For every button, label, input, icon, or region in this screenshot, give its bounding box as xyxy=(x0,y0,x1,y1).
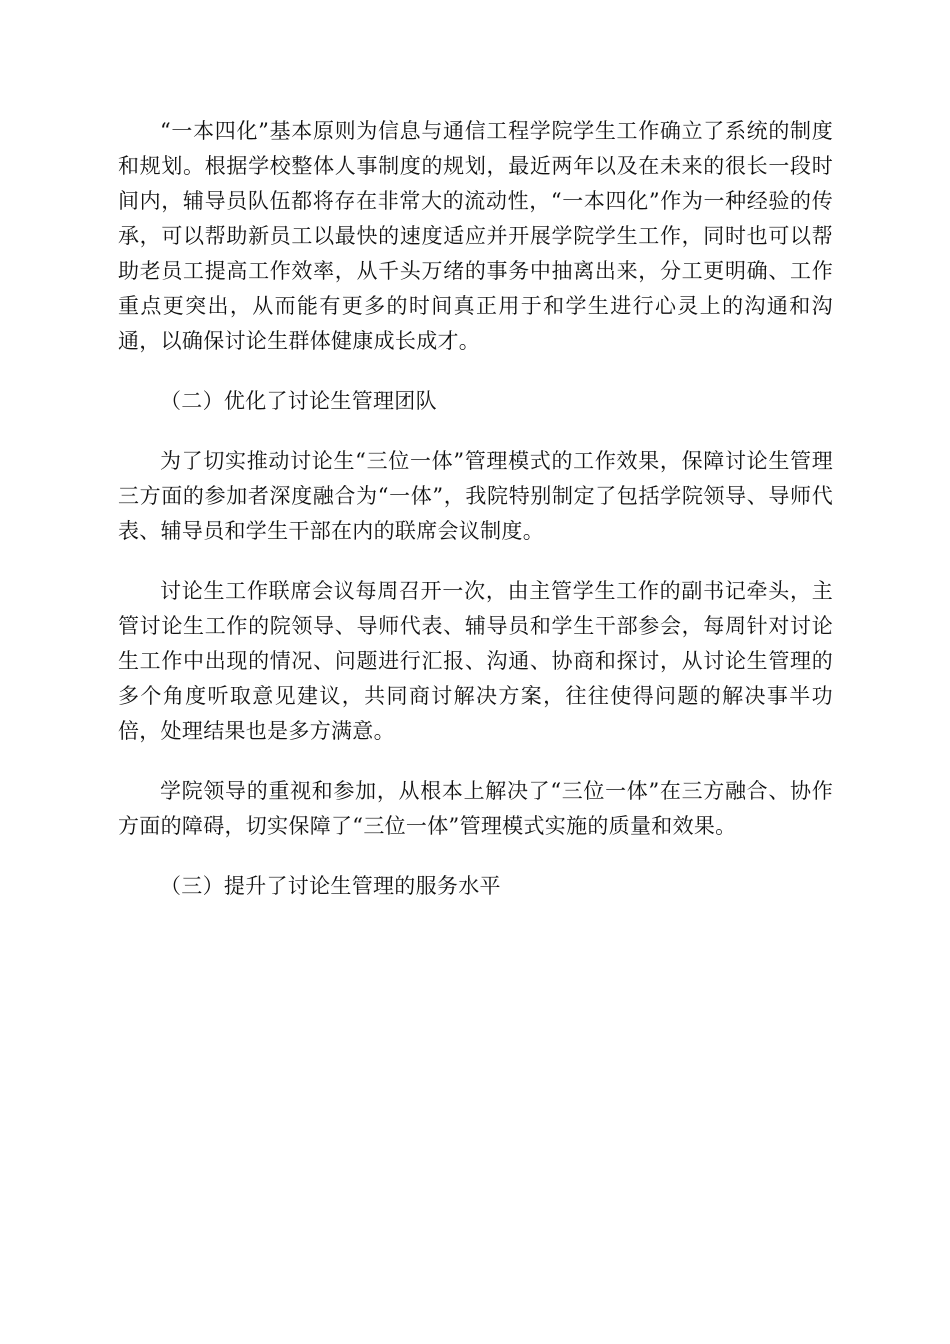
paragraph-one-ben-si-hua: “一本四化”基本原则为信息与通信工程学院学生工作确立了系统的制度和规划。根据学校整体人事制度的规划，最近两年以及在未来的很长一段时间内，辅导员队伍都将存在非常大的流动性，“一本四化”作为一种经验的传承，可以帮助新员工以最快的速度适应并开展学院学生工作，同时也可以帮助老员工提高工作效率，从千头万绪的事务中抽离出来，分工更明确、工作重点更突出，从而能有更多的时间真正用于和学生进行心灵上的沟通和沟通，以确保讨论生群体健康成长成才。 xyxy=(118,119,833,353)
section-heading-3: （三）提升了讨论生管理的服务水平 xyxy=(160,874,501,898)
paragraph-three-in-one: 为了切实推动讨论生“三位一体”管理模式的工作效果，保障讨论生管理三方面的参加者深度融合为“一体”，我院特别制定了包括学院领导、导师代表、辅导员和学生干部在内的联席会议制度。 xyxy=(118,449,833,543)
paragraph-leadership: 学院领导的重视和参加，从根本上解决了“三位一体”在三方融合、协作方面的障碍，切实保障了“三位一体”管理模式实施的质量和效果。 xyxy=(118,779,833,838)
paragraph-joint-meeting: 讨论生工作联席会议每周召开一次，由主管学生工作的副书记牵头，主管讨论生工作的院领导、导师代表、辅导员和学生干部参会，每周针对讨论生工作中出现的情况、问题进行汇报、沟通、协商和探讨，从讨论生管理的多个角度听取意见建议，共同商讨解决方案，往往使得问题的解决事半功倍，处理结果也是多方满意。 xyxy=(118,579,833,743)
document-page xyxy=(118,114,833,904)
section-heading-2: （二）优化了讨论生管理团队 xyxy=(160,389,437,413)
